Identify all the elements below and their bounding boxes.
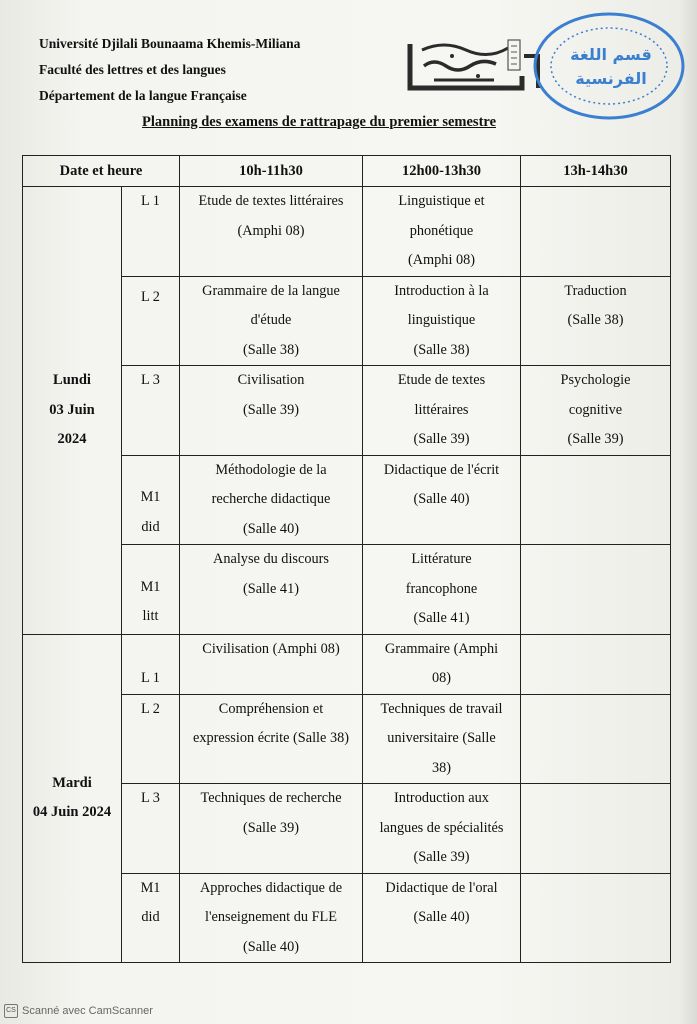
exam-cell	[521, 784, 671, 874]
department-name: Département de la langue Française	[39, 88, 247, 103]
header-row	[23, 156, 671, 187]
exam-cell	[521, 187, 671, 277]
university-name: Université Djilali Bounaama Khemis-Miliana	[39, 36, 301, 51]
exam-cell	[521, 634, 671, 694]
exam-cell: Littérature francophone (Salle 41)	[363, 545, 521, 635]
exam-cell: Compréhension et expression écrite (Salle 38)	[180, 694, 363, 784]
exam-cell: Techniques de recherche (Salle 39)	[180, 784, 363, 874]
page-edge-shadow	[679, 0, 697, 1024]
day-cell-lundi	[23, 187, 122, 635]
exam-schedule-table	[22, 155, 671, 963]
faculty-name: Faculté des lettres et des langues	[39, 62, 226, 77]
exam-cell: Civilisation (Salle 39)	[180, 366, 363, 456]
column-header-slot-2: 12h00-13h30	[363, 156, 521, 187]
level-cell: L 3	[122, 784, 180, 874]
column-header-slot-1: 10h-11h30	[180, 156, 363, 187]
exam-cell: Grammaire (Amphi 08)	[363, 634, 521, 694]
university-logo	[404, 36, 544, 96]
level-cell: L 1	[122, 634, 180, 694]
exam-cell: Psychologie cognitive (Salle 39)	[521, 366, 671, 456]
stamp-line-1: قسم اللغة	[570, 45, 652, 64]
table-row	[23, 634, 671, 694]
exam-cell: Linguistique et phonétique (Amphi 08)	[363, 187, 521, 277]
exam-cell: Techniques de travail universitaire (Salle 38)	[363, 694, 521, 784]
institution-header	[39, 31, 300, 109]
exam-cell: Etude de textes littéraires (Salle 39)	[363, 366, 521, 456]
exam-cell: Introduction aux langues de spécialités (Salle 39)	[363, 784, 521, 874]
exam-cell	[521, 455, 671, 545]
level-cell: L 1	[122, 187, 180, 277]
exam-cell: Introduction à la linguistique (Salle 38)	[363, 276, 521, 366]
exam-cell: Didactique de l'écrit (Salle 40)	[363, 455, 521, 545]
stamp-line-2: الفرنسية	[575, 69, 647, 88]
level-cell: M1 did	[122, 455, 180, 545]
level-cell: L 2	[122, 276, 180, 366]
exam-cell: Méthodologie de la recherche didactique (Salle 40)	[180, 455, 363, 545]
exam-cell: Civilisation (Amphi 08)	[180, 634, 363, 694]
exam-cell: Approches didactique de l'enseignement du FLE (Salle 40)	[180, 873, 363, 963]
exam-cell: Traduction (Salle 38)	[521, 276, 671, 366]
day-cell-mardi	[23, 634, 122, 963]
exam-cell	[521, 694, 671, 784]
exam-cell	[521, 545, 671, 635]
exam-cell: Didactique de l'oral (Salle 40)	[363, 873, 521, 963]
scanner-watermark	[4, 1004, 153, 1018]
exam-cell: Grammaire de la langue d'étude (Salle 38)	[180, 276, 363, 366]
camscanner-icon: CS	[4, 1004, 18, 1018]
exam-cell: Etude de textes littéraires (Amphi 08)	[180, 187, 363, 277]
level-cell: M1 did	[122, 873, 180, 963]
column-header-slot-3: 13h-14h30	[521, 156, 671, 187]
table-row	[23, 187, 671, 277]
exam-cell	[521, 873, 671, 963]
column-header-date: Date et heure	[23, 156, 180, 187]
scanner-watermark-text: Scanné avec CamScanner	[22, 1005, 153, 1017]
level-cell: L 2	[122, 694, 180, 784]
document-title: Planning des examens de rattrapage du premier semestre	[142, 114, 497, 130]
day-label: Mardi 04 Juin 2024	[32, 774, 112, 821]
department-stamp	[527, 8, 687, 126]
day-label: Lundi 03 Juin 2024	[49, 372, 95, 447]
level-cell: L 3	[122, 366, 180, 456]
exam-cell: Analyse du discours (Salle 41)	[180, 545, 363, 635]
level-cell: M1 litt	[122, 545, 180, 635]
